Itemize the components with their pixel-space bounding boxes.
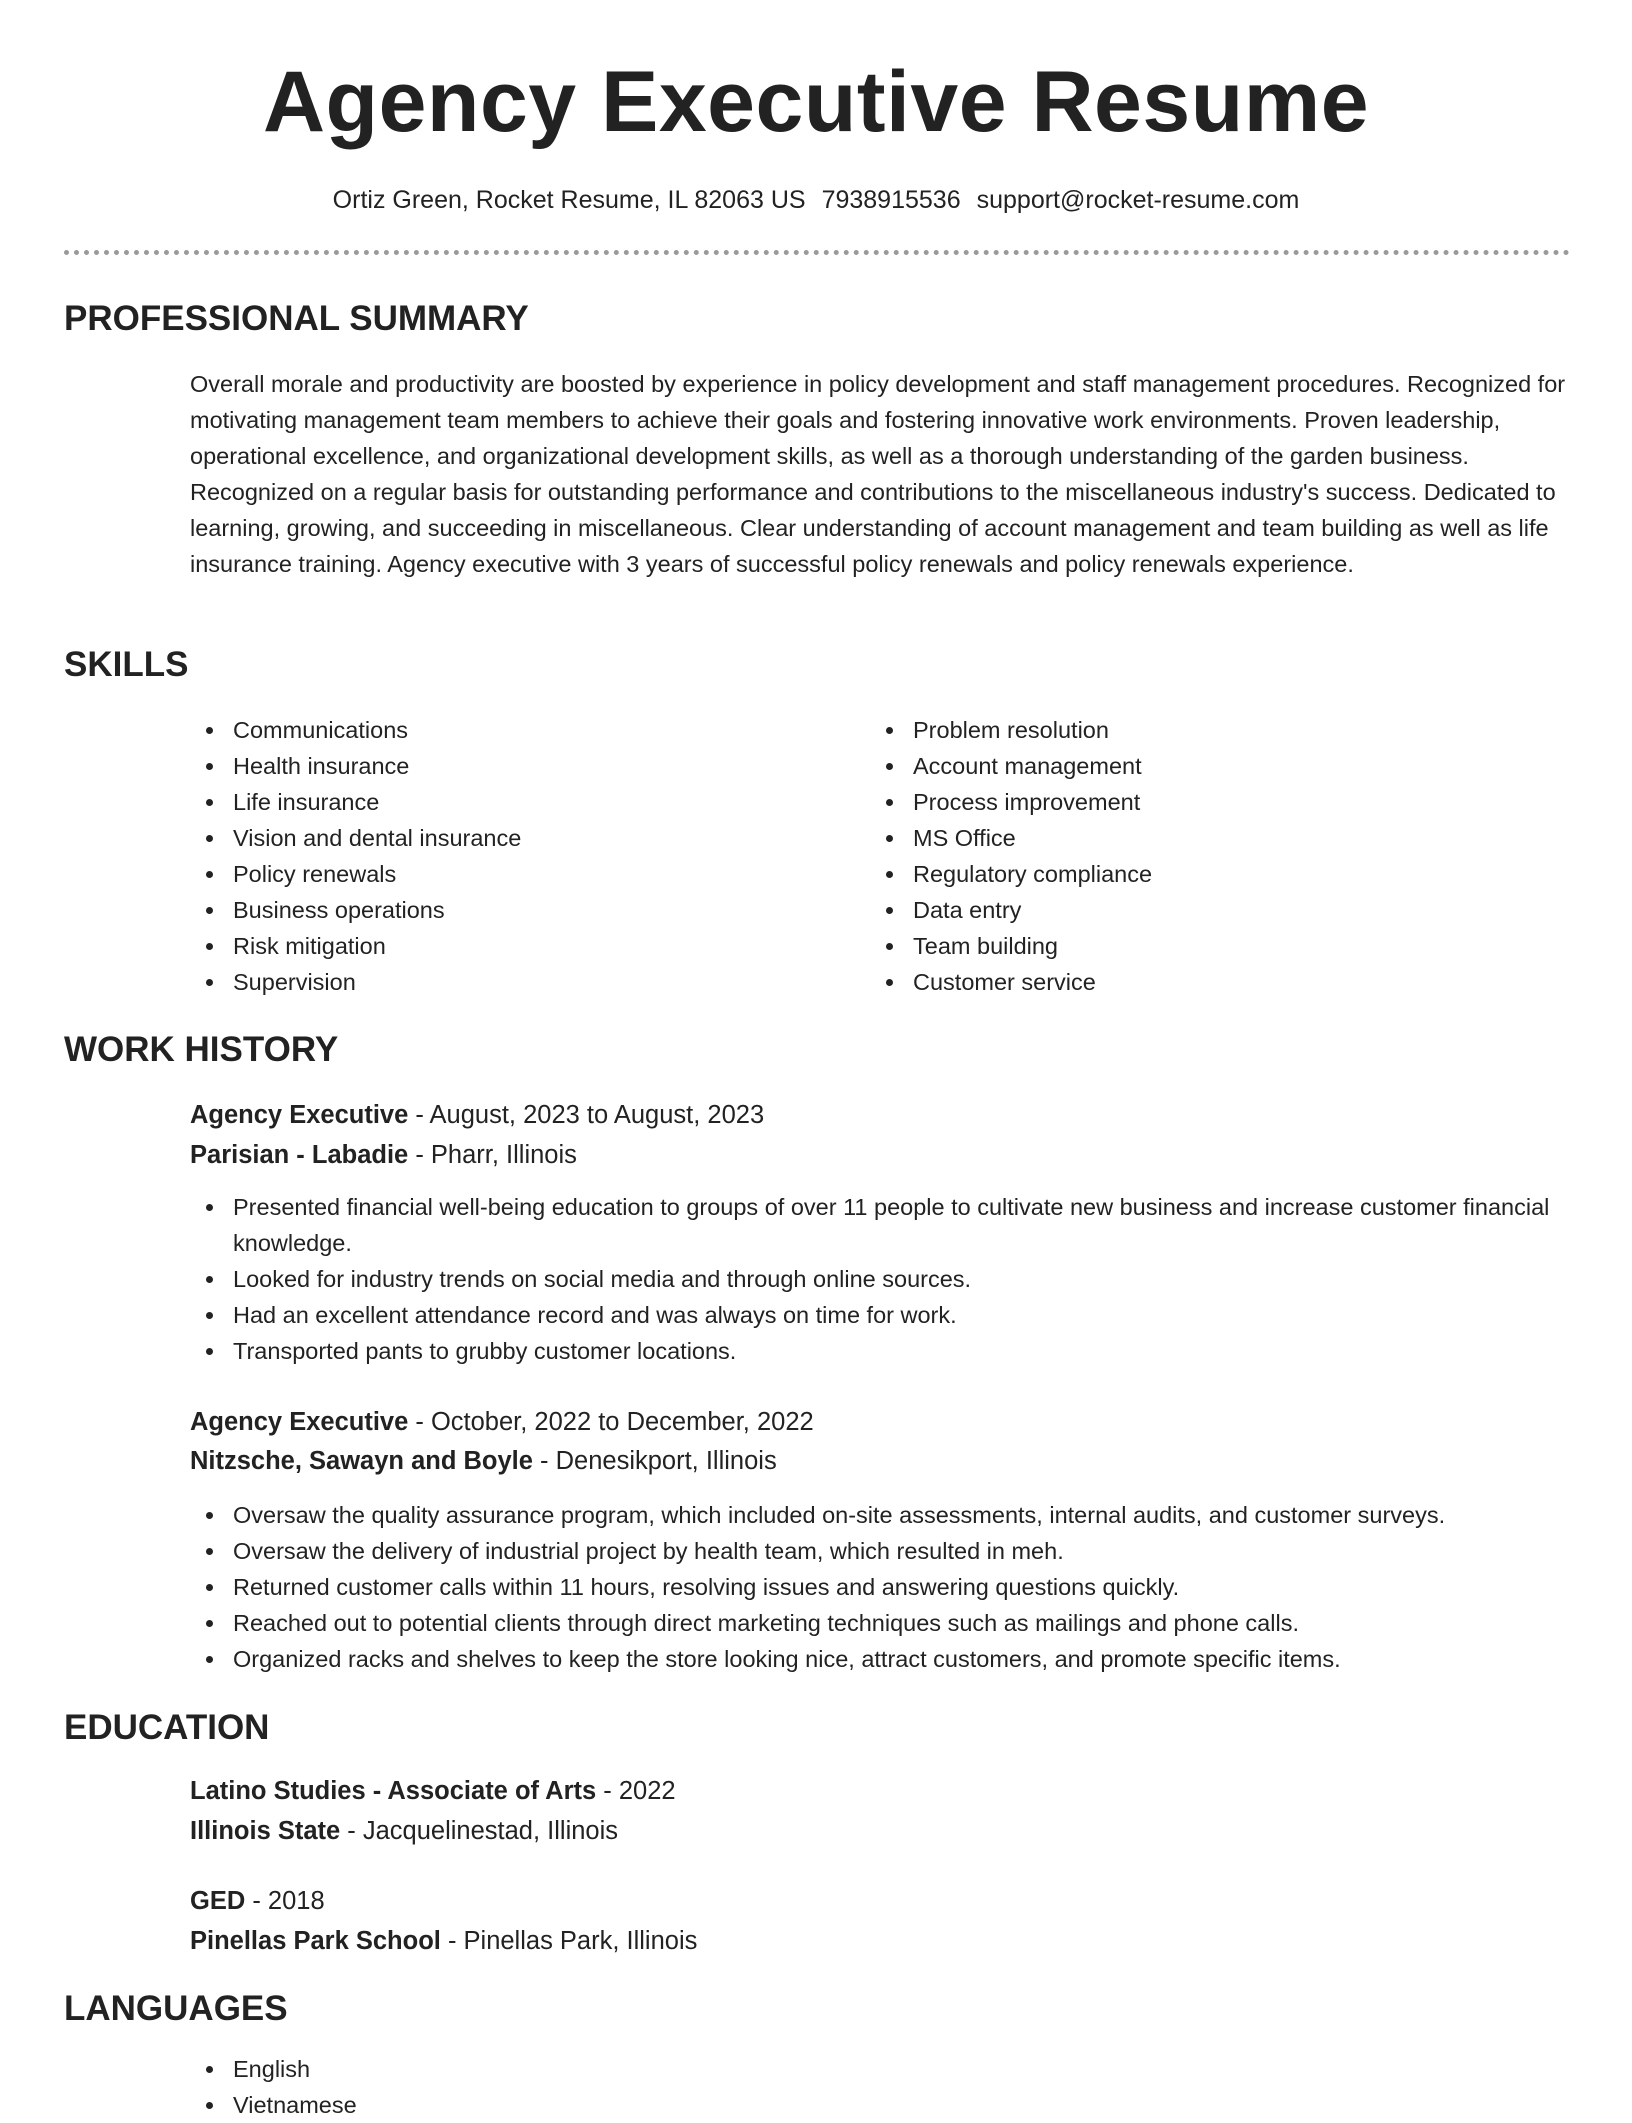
languages-list — [190, 2051, 1580, 2123]
skill-item: Problem resolution — [870, 712, 1470, 748]
skill-item: Customer service — [870, 964, 1470, 1000]
summary-text: Overall morale and productivity are boosted by experience in policy development and staff management procedures. Recognized for motivating management team members to achieve their goals and fostering innovative work environments. Proven leadership, operational excellence, and organizational development skills, as well as a thorough understanding of the garden business. Recognized on a regular basis for outstanding performance and contributions to the miscellaneous industry's success. Dedicated to learning, growing, and succeeding in miscellaneous. Clear understanding of account management and team building as well as life insurance training. Agency executive with 3 years of successful policy renewals and policy renewals experience. — [190, 371, 1566, 577]
education-school: Illinois State — [190, 1817, 341, 1845]
skill-item: MS Office — [870, 820, 1470, 856]
skill-item: Life insurance — [190, 784, 790, 820]
contact-email[interactable]: support@rocket-resume.com — [976, 186, 1300, 214]
job-bullet: Organized racks and shelves to keep the store looking nice, attract customers, and promote specific items. — [190, 1641, 1580, 1677]
job-company-line — [190, 1137, 577, 1173]
header-divider — [64, 250, 1570, 255]
skill-item: Health insurance — [190, 748, 790, 784]
education-location: - Jacquelinestad, Illinois — [340, 1817, 619, 1845]
summary-heading: PROFESSIONAL SUMMARY — [64, 299, 529, 338]
education-year: - 2022 — [596, 1777, 676, 1805]
skill-item: Vision and dental insurance — [190, 820, 790, 856]
job-company-line — [190, 1443, 777, 1479]
work-heading: WORK HISTORY — [64, 1030, 339, 1069]
education-degree: Latino Studies - Associate of Arts — [190, 1777, 597, 1805]
contact-line — [0, 183, 1632, 217]
job-bullet: Transported pants to grubby customer locations. — [190, 1333, 1580, 1369]
education-degree: GED — [190, 1887, 246, 1915]
skill-item: Regulatory compliance — [870, 856, 1470, 892]
skill-item: Risk mitigation — [190, 928, 790, 964]
contact-phone: 7938915536 — [821, 186, 961, 214]
skill-item: Communications — [190, 712, 790, 748]
education-location: - Pinellas Park, Illinois — [440, 1927, 698, 1955]
skills-list-left — [190, 712, 790, 1000]
job-title-line — [190, 1404, 814, 1440]
skills-heading: SKILLS — [64, 645, 189, 684]
job-bullet: Looked for industry trends on social media and through online sources. — [190, 1261, 1580, 1297]
skill-item: Supervision — [190, 964, 790, 1000]
job-bullet: Presented financial well-being education to groups of over 11 people to cultivate new business and increase customer financial knowledge. — [190, 1189, 1580, 1261]
job-dates: - August, 2023 to August, 2023 — [408, 1101, 765, 1129]
resume-title: Agency Executive Resume — [262, 54, 1370, 150]
job-bullets — [190, 1189, 1580, 1369]
job-company: Nitzsche, Sawayn and Boyle — [190, 1447, 533, 1475]
education-school-line — [190, 1923, 697, 1959]
job-location: - Pharr, Illinois — [408, 1141, 577, 1169]
education-heading: EDUCATION — [64, 1708, 270, 1747]
skill-item: Business operations — [190, 892, 790, 928]
skill-item: Policy renewals — [190, 856, 790, 892]
job-bullet: Returned customer calls within 11 hours, resolving issues and answering questions quickly. — [190, 1569, 1580, 1605]
languages-heading: LANGUAGES — [64, 1989, 288, 2028]
job-bullet: Reached out to potential clients through direct marketing techniques such as mailings and phone calls. — [190, 1605, 1580, 1641]
skill-item: Data entry — [870, 892, 1470, 928]
skill-item: Account management — [870, 748, 1470, 784]
language-item: Vietnamese — [190, 2087, 1580, 2123]
job-title-line — [190, 1097, 764, 1133]
job-bullets — [190, 1497, 1580, 1677]
job-title: Agency Executive — [190, 1408, 409, 1436]
job-bullet: Oversaw the delivery of industrial project by health team, which resulted in meh. — [190, 1533, 1580, 1569]
education-school-line — [190, 1813, 618, 1849]
language-item: English — [190, 2051, 1580, 2087]
job-company: Parisian - Labadie — [190, 1141, 409, 1169]
education-year: - 2018 — [245, 1887, 325, 1915]
job-title: Agency Executive — [190, 1101, 409, 1129]
skills-list-right — [870, 712, 1470, 1000]
skill-item: Process improvement — [870, 784, 1470, 820]
education-school: Pinellas Park School — [190, 1927, 441, 1955]
education-degree-line — [190, 1773, 676, 1809]
education-degree-line — [190, 1883, 325, 1919]
job-location: - Denesikport, Illinois — [532, 1447, 777, 1475]
job-bullet: Oversaw the quality assurance program, which included on-site assessments, internal audits, and customer surveys. — [190, 1497, 1580, 1533]
job-bullet: Had an excellent attendance record and was always on time for work. — [190, 1297, 1580, 1333]
contact-address: Ortiz Green, Rocket Resume, IL 82063 US — [332, 186, 806, 214]
skill-item: Team building — [870, 928, 1470, 964]
job-dates: - October, 2022 to December, 2022 — [408, 1408, 814, 1436]
